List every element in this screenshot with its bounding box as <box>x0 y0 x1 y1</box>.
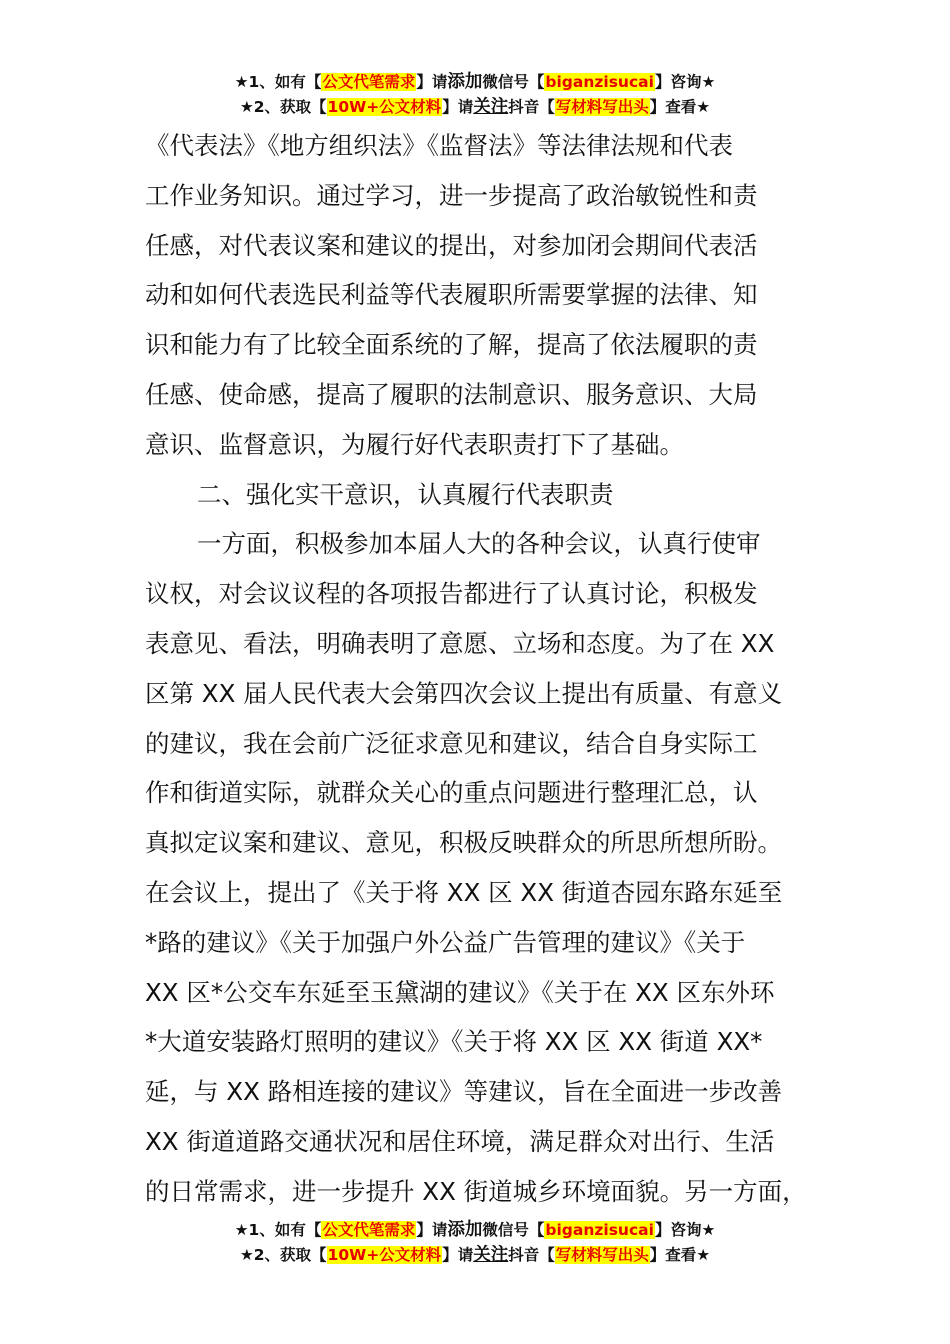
notice-line-1: ★1、如有【公文代笔需求】请添加微信号【biganzisucai】咨询★ <box>234 72 716 92</box>
highlight-materials: 10W+公文材料 <box>327 1246 442 1264</box>
body-line: 作和街道实际，就群众关心的重点问题进行整理汇总，认 <box>145 778 758 808</box>
notice-line-2: ★2、获取【10W+公文材料】请关注抖音【写材料写出头】查看★ <box>239 97 711 117</box>
body-line: XX 区*公交车东延至玉黛湖的建议》《关于在 XX 区东外环 <box>145 977 775 1007</box>
section-heading: 二、强化实干意识，认真履行代表职责 <box>197 479 614 509</box>
notice-line-2: ★2、获取【10W+公文材料】请关注抖音【写材料写出头】查看★ <box>239 1245 711 1265</box>
body-line: 议权，对会议议程的各项报告都进行了认真讨论，积极发 <box>145 579 758 609</box>
highlight-service: 公文代笔需求 <box>322 1221 416 1239</box>
highlight-service: 公文代笔需求 <box>322 73 416 91</box>
highlight-materials: 10W+公文材料 <box>327 98 442 116</box>
body-line: 表意见、看法，明确表明了意愿、立场和态度。为了在 XX <box>145 628 775 658</box>
header-notice <box>0 70 950 120</box>
body-line: 意识、监督意识，为履行好代表职责打下了基础。 <box>145 429 684 459</box>
body-line: 的日常需求，进一步提升 XX 街道城乡环境面貌。另一方面， <box>145 1176 807 1206</box>
body-line: 真拟定议案和建议、意见，积极反映群众的所思所想所盼。 <box>145 828 782 858</box>
highlight-douyin-account: 写材料写出头 <box>555 1246 649 1264</box>
highlight-wechat-id: biganzisucai <box>545 1221 654 1239</box>
footer-notice <box>0 1218 950 1268</box>
body-line: 延，与 XX 路相连接的建议》等建议，旨在全面进一步改善 <box>145 1077 783 1107</box>
body-line: XX 街道道路交通状况和居住环境，满足群众对出行、生活 <box>145 1126 775 1156</box>
body-line: *大道安装路灯照明的建议》《关于将 XX 区 XX 街道 XX* <box>145 1027 763 1057</box>
body-line: 《代表法》《地方组织法》《监督法》等法律法规和代表 <box>145 131 733 160</box>
body-line: 识和能力有了比较全面系统的了解，提高了依法履职的责 <box>145 330 758 360</box>
body-line: 的建议，我在会前广泛征求意见和建议，结合自身实际工 <box>145 728 758 758</box>
body-line: 在会议上，提出了《关于将 XX 区 XX 街道杏园东路东延至 <box>145 877 783 907</box>
highlight-douyin-account: 写材料写出头 <box>555 98 649 116</box>
notice-line-1: ★1、如有【公文代笔需求】请添加微信号【biganzisucai】咨询★ <box>234 1220 716 1240</box>
document-body <box>145 121 817 1217</box>
body-line: 动和如何代表选民利益等代表履职所需要掌握的法律、知 <box>145 280 758 310</box>
body-line: 任感，对代表议案和建议的提出，对参加闭会期间代表活 <box>145 230 758 260</box>
body-line: 任感、使命感，提高了履职的法制意识、服务意识、大局 <box>145 379 758 409</box>
body-line: 工作业务知识。通过学习，进一步提高了政治敏锐性和责 <box>145 180 758 210</box>
body-line: 区第 XX 届人民代表大会第四次会议上提出有质量、有意义 <box>145 678 783 708</box>
body-line: *路的建议》《关于加强户外公益广告管理的建议》《关于 <box>145 927 746 957</box>
highlight-wechat-id: biganzisucai <box>545 73 654 91</box>
body-line: 一方面，积极参加本届人大的各种会议，认真行使审 <box>197 529 761 559</box>
